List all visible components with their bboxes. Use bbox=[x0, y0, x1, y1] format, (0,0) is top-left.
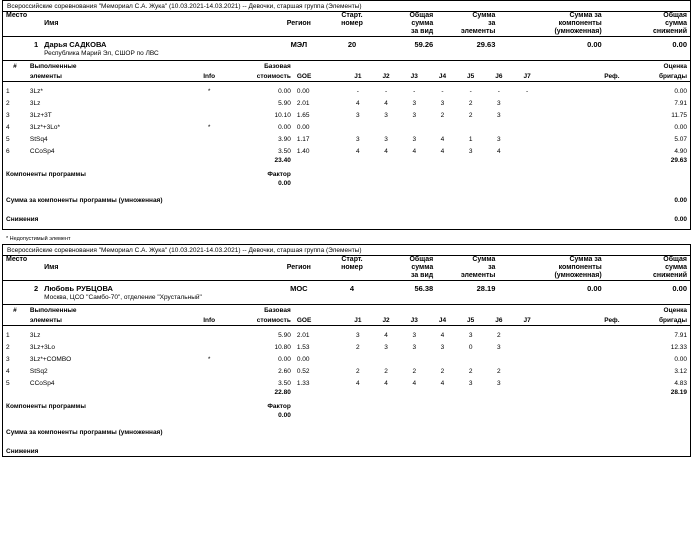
factor-label: Фактор bbox=[267, 403, 291, 410]
col-total-elements: Сумма bbox=[472, 256, 496, 263]
skater-total-segment: 59.26 bbox=[414, 40, 434, 49]
summary-header-table: Место Старт. Общая Сумма Сумма за Общая Имя Регион номер сумма за компоненты сумма за вид элементы (умноженная) снижений bbox=[3, 12, 690, 36]
table-row: 5 StSq4 3.90 1.17 3 3 3 4 1 3 5.07 bbox=[6, 136, 687, 143]
col-total-segment: Общая bbox=[409, 12, 434, 19]
elements-total-row bbox=[3, 156, 690, 165]
el-col-num: # bbox=[13, 307, 17, 314]
components-total-label: Сумма за компоненты программы (умноженная) bbox=[6, 197, 163, 204]
skater-place: 1 bbox=[33, 40, 39, 49]
sum-base-value: 22.80 bbox=[274, 389, 291, 396]
el-col-j2 bbox=[372, 61, 400, 71]
el-col-ref-label: Реф. bbox=[604, 73, 620, 80]
el-col-goe bbox=[294, 305, 344, 315]
el-col-base: Базовая bbox=[264, 307, 291, 314]
deductions-value bbox=[623, 447, 690, 456]
components-label: Компоненты программы bbox=[6, 171, 86, 178]
el-col-element: Выполненные bbox=[29, 307, 77, 314]
skater-summary-row bbox=[3, 37, 690, 60]
sum-base-value: 23.40 bbox=[274, 157, 291, 164]
skater-total-elements: 28.19 bbox=[476, 284, 496, 293]
table-row: 2 3Lz+3Lo 10.80 1.53 2 3 3 3 0 3 12.33 bbox=[6, 344, 687, 351]
col-region bbox=[270, 256, 328, 264]
el-col-info bbox=[190, 305, 229, 315]
el-col-num: # bbox=[13, 63, 17, 70]
skater-total-components: 0.00 bbox=[587, 284, 602, 293]
col-name-label: Имя bbox=[44, 264, 59, 271]
el-col-panel: Оценка bbox=[663, 307, 687, 314]
col-region-label: Регион bbox=[286, 264, 311, 271]
summary-header-table: Место Старт. Общая Сумма Сумма за Общая Имя Регион номер сумма за компоненты сумма за вид элементы (умноженная) снижений bbox=[3, 256, 690, 280]
sum-panel-value: 28.19 bbox=[670, 389, 687, 396]
skater-result-block bbox=[2, 0, 691, 230]
components-row bbox=[3, 402, 690, 411]
footnote: * Недопустимый элемент bbox=[6, 236, 71, 242]
el-col-j7 bbox=[513, 61, 541, 71]
skater-region: МОС bbox=[290, 284, 308, 293]
col-total-components: Сумма за bbox=[569, 12, 602, 19]
el-col-goe-label: GOE bbox=[296, 73, 312, 80]
deductions-label: Снижения bbox=[6, 216, 39, 223]
table-row: 3 3Lz+3T 10.10 1.65 3 3 3 2 2 3 11.75 bbox=[6, 112, 687, 119]
col-place: Место bbox=[6, 12, 28, 19]
skater-region: МЭЛ bbox=[290, 40, 308, 49]
table-row: 4 StSq2 2.60 0.52 2 2 2 2 2 2 3.12 bbox=[6, 368, 687, 375]
skater-total-deductions: 0.00 bbox=[672, 40, 687, 49]
el-col-ref bbox=[541, 61, 622, 71]
el-col-base: Базовая bbox=[264, 63, 291, 70]
factor-value: 0.00 bbox=[278, 412, 291, 419]
table-row: 5 CCoSp4 3.50 1.33 4 4 4 4 3 3 4.83 bbox=[6, 380, 687, 387]
skater-result-block bbox=[2, 244, 691, 457]
event-banner: Всероссийские соревнования "Мемориал С.А. Жука" (10.03.2021-14.03.2021) -- Девочки, старшая группа (Элементы) bbox=[7, 3, 362, 10]
elements-table: # Выполненные Базовая Оценка элементы Info стоимость GOE J1 J2 J3 J4 J5 J6 J7 Реф. бригады 1 3Lz* * 0.00 0.00 - - - - - - - 0.00 2 3Lz 5.90 2.01 4 4 3 3 2 3 7.91 3 3Lz+3T 10.10 1.65 3 3 3 2 2 3 11.75 4 3Lz*+3Lo* * 0.00 0.00 0.00 5 StSq4 3.90 1.17 3 3 3 4 1 3 5.07 6 CCoSp4 3.50 1.40 4 4 4 4 3 4 4.90 23.40 29.63 Компоненты программы Фактор 0.00 Сумма за компоненты программы (умноженная) 0.00 Снижения 0.00 bbox=[3, 61, 690, 229]
components-total-row bbox=[3, 428, 690, 437]
skater-place: 2 bbox=[33, 284, 39, 293]
el-col-element: Выполненные bbox=[29, 63, 77, 70]
deductions-value: 0.00 bbox=[674, 216, 687, 223]
table-row: 1 3Lz* * 0.00 0.00 - - - - - - - 0.00 bbox=[6, 88, 687, 95]
el-col-ref-label: Реф. bbox=[604, 317, 620, 324]
table-row: 4 3Lz*+3Lo* * 0.00 0.00 0.00 bbox=[6, 124, 687, 131]
factor-row bbox=[3, 411, 690, 420]
el-col-info bbox=[190, 61, 229, 71]
elements-total-row bbox=[3, 388, 690, 397]
components-total-label: Сумма за компоненты программы (умноженная) bbox=[6, 429, 163, 436]
components-total-value: 0.00 bbox=[674, 197, 687, 204]
el-col-info-label: Info bbox=[203, 73, 216, 80]
skater-total-components: 0.00 bbox=[587, 40, 602, 49]
elements-table: # Выполненные Базовая Оценка элементы Info стоимость GOE J1 J2 J3 J4 J5 J6 J7 Реф. бригады 1 3Lz 5.90 2.01 3 4 3 4 3 2 7.91 2 3Lz+3Lo 10.80 1.53 2 3 3 3 0 3 12.33 3 3Lz*+COMBO * 0.00 0.00 0.00 4 StSq2 2.60 0.52 2 2 2 2 2 2 3.12 5 CCoSp4 3.50 1.33 4 4 4 4 3 3 4.83 22.80 28.19 Компоненты программы Фактор 0.00 Сумма за компоненты программы (умноженная) Снижения bbox=[3, 305, 690, 456]
table-row: 2 3Lz 5.90 2.01 4 4 3 3 2 3 7.91 bbox=[6, 100, 687, 107]
deductions-row bbox=[3, 447, 690, 456]
col-name bbox=[41, 256, 270, 264]
el-col-info-label: Info bbox=[203, 317, 216, 324]
el-col-j6 bbox=[485, 61, 513, 71]
factor-value: 0.00 bbox=[278, 180, 291, 187]
skater-start-number: 20 bbox=[347, 40, 357, 49]
components-total-row bbox=[3, 196, 690, 205]
col-total-segment: Общая bbox=[409, 256, 434, 263]
event-banner: Всероссийские соревнования "Мемориал С.А. Жука" (10.03.2021-14.03.2021) -- Девочки, старшая группа (Элементы) bbox=[7, 247, 362, 254]
col-region-label: Регион bbox=[286, 20, 311, 27]
skater-total-deductions: 0.00 bbox=[672, 284, 687, 293]
table-row: 1 3Lz 5.90 2.01 3 4 3 4 3 2 7.91 bbox=[6, 332, 687, 339]
el-col-j5 bbox=[457, 61, 485, 71]
col-total-components: Сумма за bbox=[569, 256, 602, 263]
skater-name: Любовь РУБЦОВА bbox=[44, 284, 113, 293]
table-row: 3 3Lz*+COMBO * 0.00 0.00 0.00 bbox=[6, 356, 687, 363]
col-place: Место bbox=[6, 256, 28, 263]
col-region bbox=[270, 12, 328, 20]
col-total-elements: Сумма bbox=[472, 12, 496, 19]
el-col-goe-label: GOE bbox=[296, 317, 312, 324]
factor-label: Фактор bbox=[267, 171, 291, 178]
sum-panel-value: 29.63 bbox=[670, 157, 687, 164]
el-col-j3 bbox=[400, 61, 428, 71]
deductions-label: Снижения bbox=[6, 448, 39, 455]
col-total-deductions: Общая bbox=[663, 256, 687, 263]
skater-club: Москва, ЦСО "Самбо-70", отделение "Хрустальный" bbox=[44, 294, 202, 301]
components-total-value bbox=[623, 428, 690, 437]
deductions-row bbox=[3, 215, 690, 224]
col-total-deductions: Общая bbox=[663, 12, 687, 19]
components-label: Компоненты программы bbox=[6, 403, 86, 410]
components-row bbox=[3, 170, 690, 179]
col-name-label: Имя bbox=[44, 20, 59, 27]
table-row: 6 CCoSp4 3.50 1.40 4 4 4 4 3 4 4.90 bbox=[6, 148, 687, 155]
col-name bbox=[41, 12, 270, 20]
skater-club: Республика Марий Эл, СШОР по ЛВС bbox=[44, 50, 159, 57]
skater-start-number: 4 bbox=[349, 284, 355, 293]
skater-total-elements: 29.63 bbox=[476, 40, 496, 49]
skater-name: Дарья САДКОВА bbox=[44, 40, 107, 49]
skater-summary-row bbox=[3, 281, 690, 304]
col-start-number: Старт. bbox=[341, 256, 363, 263]
skater-total-segment: 56.38 bbox=[414, 284, 434, 293]
col-start-number: Старт. bbox=[341, 12, 363, 19]
factor-row bbox=[3, 179, 690, 188]
el-col-panel: Оценка bbox=[663, 63, 687, 70]
el-col-goe bbox=[294, 61, 344, 71]
el-col-j1 bbox=[344, 61, 372, 71]
el-col-j4 bbox=[428, 61, 456, 71]
